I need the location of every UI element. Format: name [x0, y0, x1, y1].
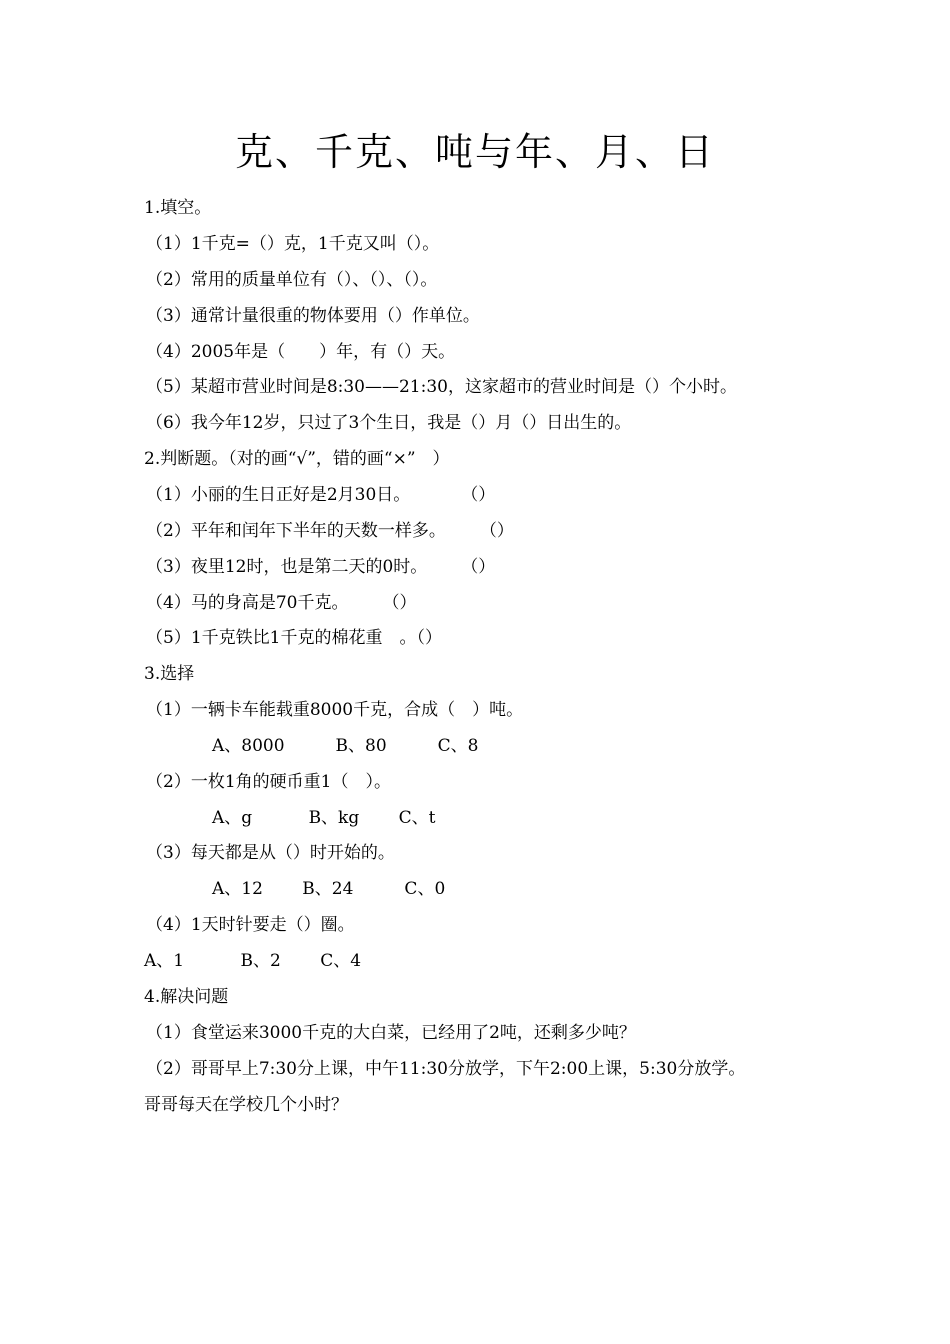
section-3-question-4: （4）1天时针要走（）圈。: [146, 915, 355, 935]
section-1-item-5: （5）某超市营业时间是8:30——21:30，这家超市的营业时间是（）个小时。: [146, 377, 737, 397]
section-3-heading: 3.选择: [144, 664, 195, 684]
section-1-heading: 1.填空。: [144, 198, 212, 218]
section-2-heading: 2.判断题。（对的画“√”，错的画“×” ）: [144, 449, 450, 469]
section-3-question-4-options: A、1 B、2 C、4: [144, 951, 362, 971]
section-3-question-1-options: A、8000 B、80 C、8: [212, 736, 479, 756]
page-title: 克、千克、吨与年、月、日: [234, 130, 715, 174]
section-2-item-2: （2）平年和闰年下半年的天数一样多。 （）: [146, 521, 514, 541]
section-2-item-5: （5）1千克铁比1千克的棉花重 。（）: [146, 628, 442, 648]
section-1-item-6: （6）我今年12岁，只过了3个生日，我是（）月（）日出生的。: [146, 413, 632, 433]
section-2-item-3: （3）夜里12时，也是第二天的0时。 （）: [146, 557, 496, 577]
section-2-item-1: （1）小丽的生日正好是2月30日。 （）: [146, 485, 496, 505]
section-3-question-3: （3）每天都是从（）时开始的。: [146, 843, 395, 863]
section-1-item-4: （4）2005年是（ ）年，有（）天。: [146, 342, 456, 362]
section-1-item-1: （1）1千克=（）克，1千克又叫（）。: [146, 234, 440, 254]
section-4-item-2-continuation: 哥哥每天在学校几个小时？: [144, 1095, 348, 1115]
section-3-question-2-options: A、g B、kg C、t: [212, 808, 436, 828]
section-3-question-2: （2）一枚1角的硬币重1（ ）。: [146, 772, 391, 792]
section-1-item-3: （3）通常计量很重的物体要用（）作单位。: [146, 306, 480, 326]
section-4-item-2: （2）哥哥早上7:30分上课，中午11:30分放学，下午2:00上课，5:30分放学。: [146, 1059, 746, 1079]
section-1-item-2: （2）常用的质量单位有（）、（）、（）。: [146, 270, 438, 290]
section-4-heading: 4.解决问题: [144, 987, 229, 1007]
section-3-question-1: （1）一辆卡车能载重8000千克，合成（ ）吨。: [146, 700, 524, 720]
section-4-item-1: （1）食堂运来3000千克的大白菜，已经用了2吨，还剩多少吨？: [146, 1023, 636, 1043]
section-3-question-3-options: A、12 B、24 C、0: [212, 879, 446, 899]
section-2-item-4: （4）马的身高是70千克。 （）: [146, 593, 417, 613]
